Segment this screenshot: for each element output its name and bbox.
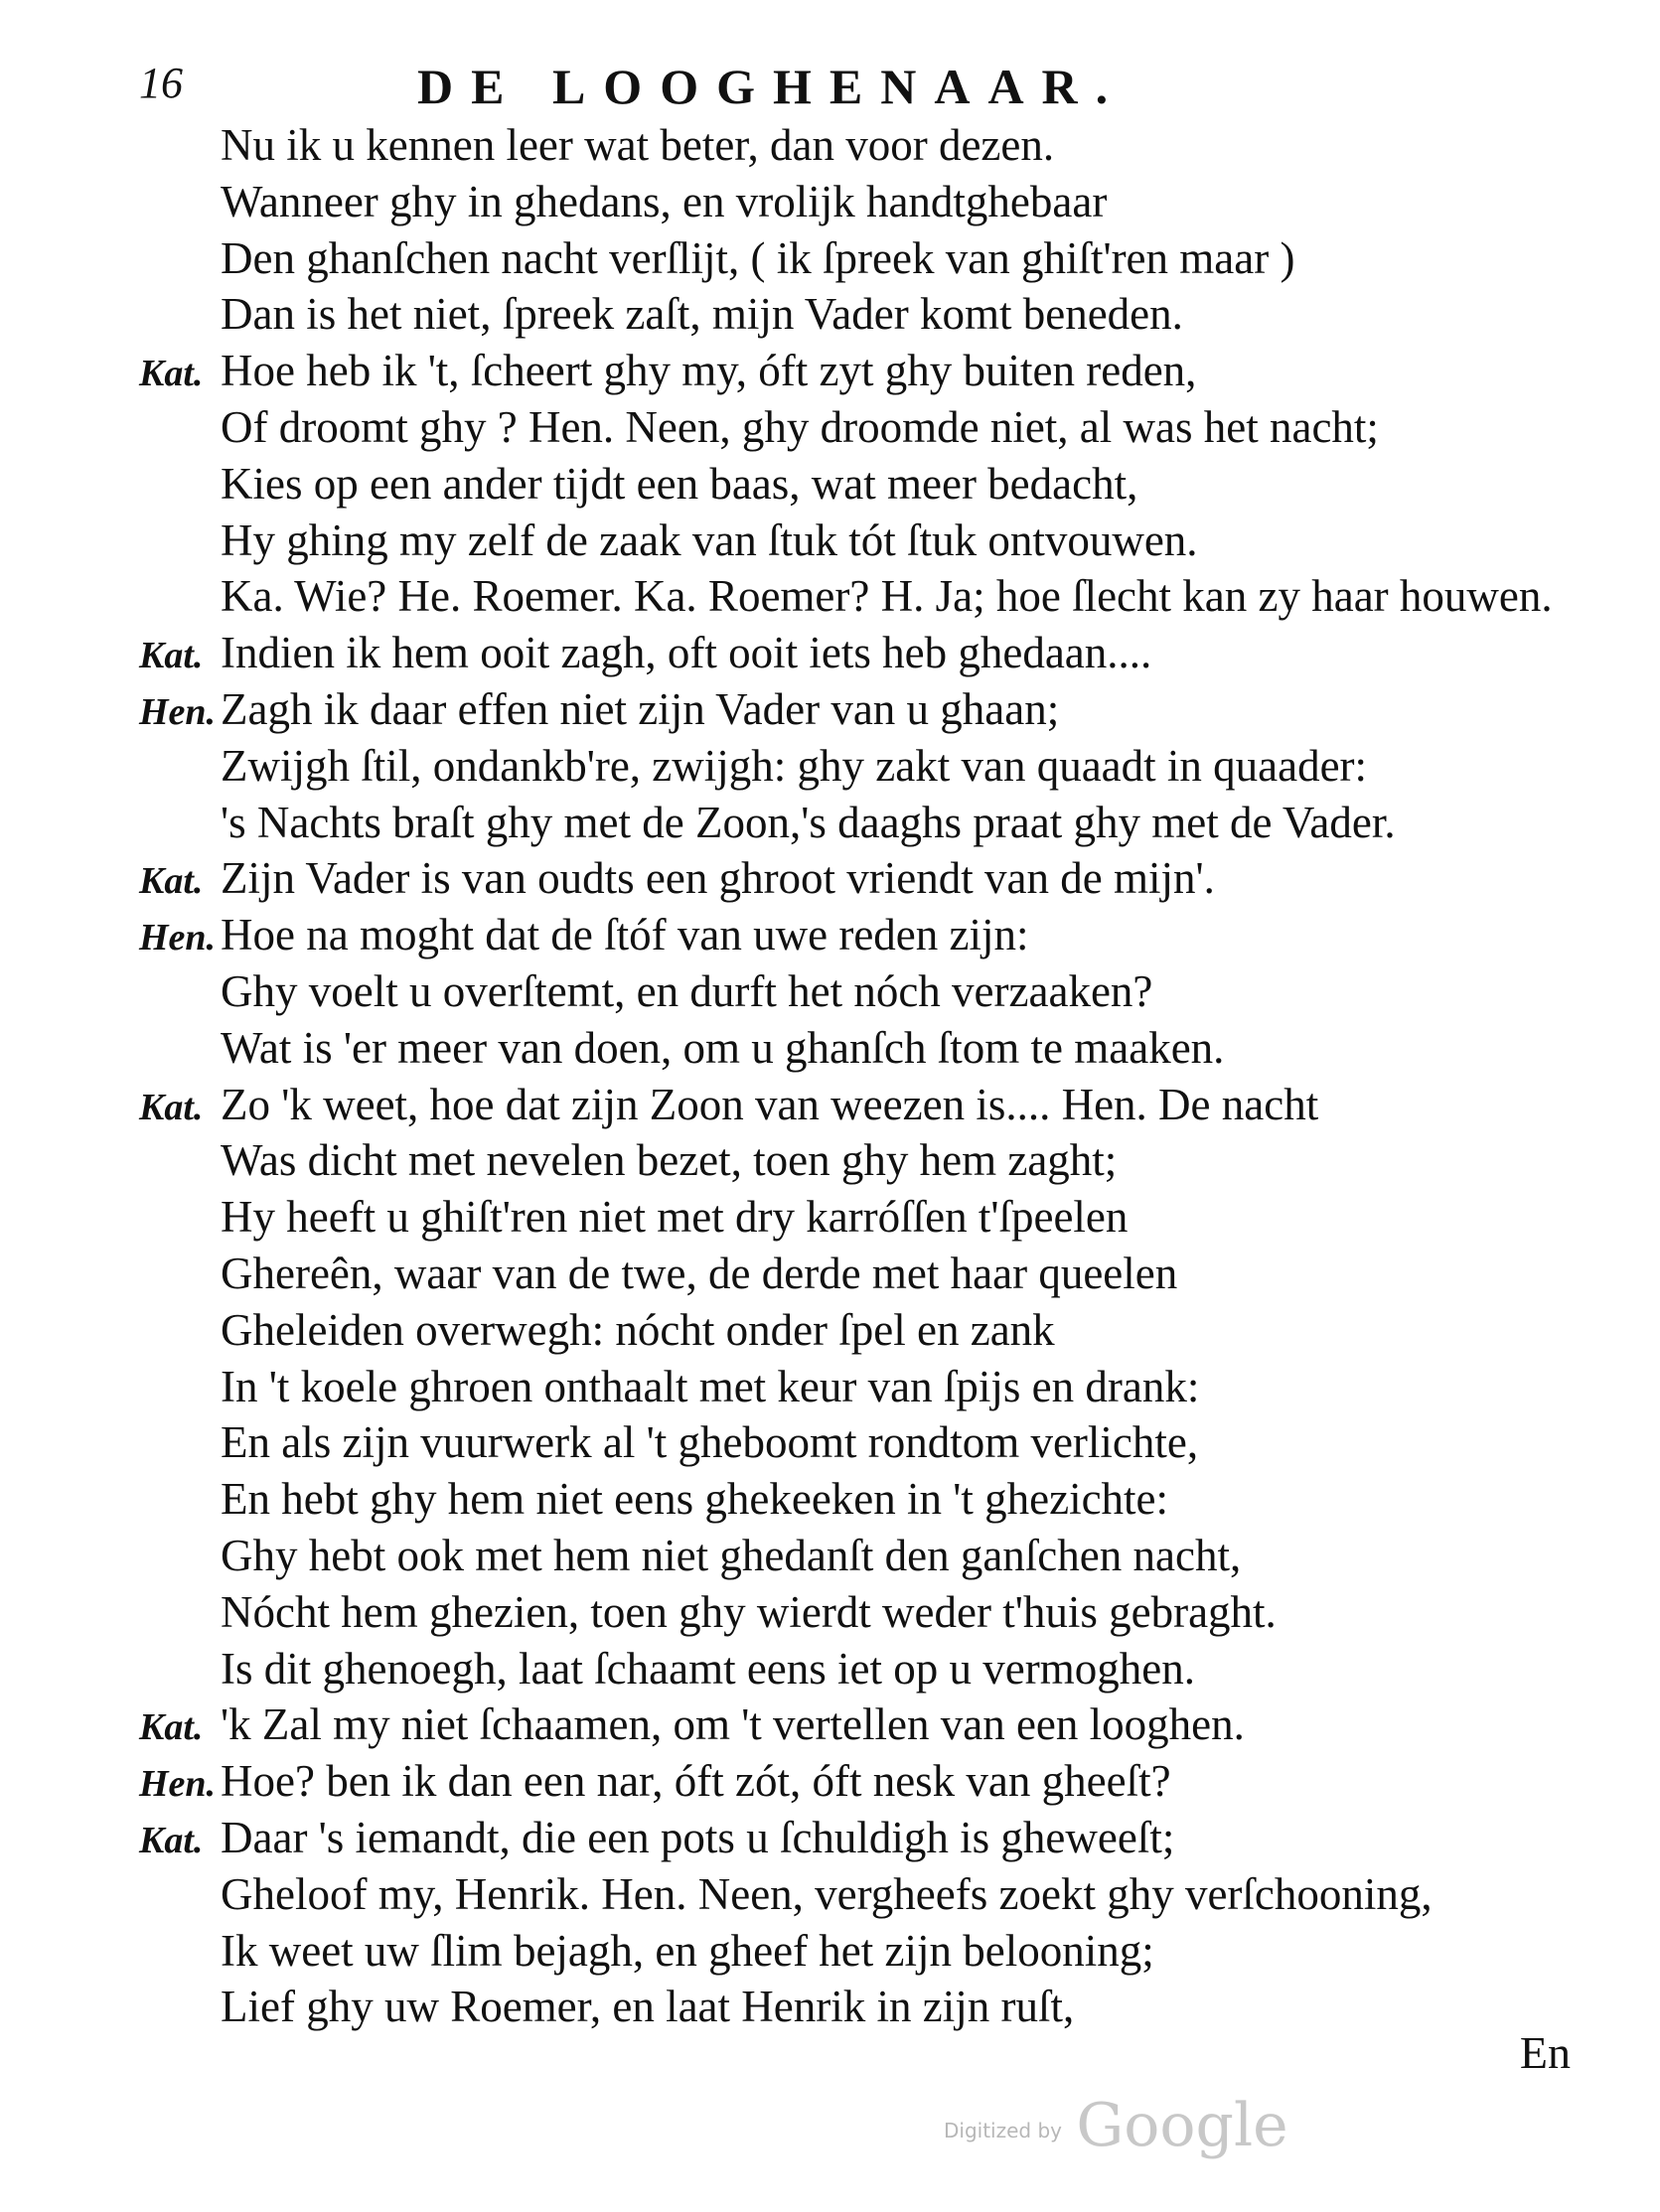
line-text: Of droomt ghy ? Hen. Neen, ghy droomde niet, al was het nacht; <box>221 401 1379 452</box>
speaker-label: Kat. <box>139 1086 204 1128</box>
speaker-label: Kat. <box>139 635 204 677</box>
line-text: Zo 'k weet, hoe dat zijn Zoon van weezen is.... Hen. De nacht <box>221 1079 1319 1129</box>
speaker-label: Kat. <box>139 860 204 903</box>
digitized-watermark <box>944 2091 1288 2160</box>
verse-line <box>139 513 1589 569</box>
line-text: Lief ghy uw Roemer, en laat Henrik in zijn ruſt, <box>221 1982 1075 2032</box>
verse-line <box>139 963 1589 1020</box>
verse-line <box>139 1866 1589 1923</box>
verse-line <box>139 1641 1589 1697</box>
line-text: Dan is het niet, ſpreek zaſt, mijn Vader komt beneden. <box>221 289 1183 340</box>
verse-line <box>139 907 1589 963</box>
verse-line <box>139 117 1589 174</box>
verse-line <box>139 1696 1589 1753</box>
line-text: Ghy hebt ook met hem niet ghedanſt den ganſchen nacht, <box>221 1530 1242 1580</box>
verse-line <box>139 568 1589 625</box>
verse-line <box>139 1132 1589 1189</box>
line-text: Zwijgh ſtil, ondankb're, zwijgh: ghy zakt van quaadt in quaader: <box>221 740 1368 791</box>
line-text: Nu ik u kennen leer wat beter, dan voor dezen. <box>221 120 1055 170</box>
line-text: Is dit ghenoegh, laat ſchaamt eens iet op u vermoghen. <box>221 1643 1195 1694</box>
line-text: Ka. Wie? He. Roemer. Ka. Roemer? H. Ja; hoe ſlecht kan zy haar houwen. <box>221 571 1553 622</box>
verse-line <box>139 1528 1589 1584</box>
line-text: Indien ik hem ooit zagh, oft ooit iets heb ghedaan.... <box>221 628 1152 678</box>
verse-line <box>139 1020 1589 1077</box>
line-text: In 't koele ghroen onthaalt met keur van ſpijs en drank: <box>221 1361 1200 1411</box>
speaker-label: Kat. <box>139 353 204 395</box>
line-text: En als zijn vuurwerk al 't gheboomt rondtom verlichte, <box>221 1417 1199 1468</box>
page-header <box>139 58 1570 117</box>
line-text: Gheloof my, Henrik. Hen. Neen, vergheefs zoekt ghy verſchooning, <box>221 1868 1433 1919</box>
verse-line <box>139 230 1589 287</box>
line-text: En hebt ghy hem niet eens ghekeeken in 't ghezichte: <box>221 1474 1169 1525</box>
line-text: Nócht hem ghezien, toen ghy wierdt weder t'huis gebraght. <box>221 1586 1277 1637</box>
line-text: 'k Zal my niet ſchaamen, om 't vertellen van een looghen. <box>221 1699 1245 1750</box>
line-text: Den ghanſchen nacht verſlijt, ( ik ſpreek van ghiſt'ren maar ) <box>221 232 1295 283</box>
verse-line <box>139 174 1589 230</box>
verse-line <box>139 399 1589 456</box>
verse-line <box>139 1979 1589 2035</box>
verse-line <box>139 1810 1589 1866</box>
verse-line <box>139 456 1589 513</box>
speaker-label: Hen. <box>139 690 217 733</box>
verse-line <box>139 625 1589 681</box>
verse-line <box>139 1246 1589 1302</box>
verse-line <box>139 286 1589 343</box>
verse-line <box>139 1077 1589 1133</box>
line-text: Ghereên, waar van de twe, de derde met haar queelen <box>221 1248 1178 1298</box>
verse-line <box>139 681 1589 738</box>
speaker-label: Hen. <box>139 1763 217 1806</box>
page-number: 16 <box>139 59 183 107</box>
verse-line <box>139 1471 1589 1528</box>
line-text: Hy ghing my zelf de zaak van ſtuk tót ſtuk ontvouwen. <box>221 515 1198 565</box>
verse-line <box>139 1923 1589 1980</box>
line-text: Zijn Vader is van oudts een ghroot vriendt van de mijn'. <box>221 853 1215 904</box>
speaker-label: Kat. <box>139 1819 204 1861</box>
line-text: Hoe na moght dat de ſtóf van uwe reden zijn: <box>221 910 1029 960</box>
line-text: Hoe heb ik 't, ſcheert ghy my, óft zyt ghy buiten reden, <box>221 346 1197 396</box>
line-text: Hoe? ben ik dan een nar, óft zót, óft nesk van gheeſt? <box>221 1756 1171 1807</box>
line-text: Was dicht met nevelen bezet, toen ghy hem zaght; <box>221 1135 1118 1186</box>
verse-line <box>139 1584 1589 1641</box>
verse-line <box>139 1753 1589 1810</box>
line-text: Wat is 'er meer van doen, om u ghanſch ſtom te maaken. <box>221 1022 1225 1073</box>
catchword: En <box>1519 2027 1571 2078</box>
verse-line <box>139 1189 1589 1246</box>
line-text: Zagh ik daar effen niet zijn Vader van u ghaan; <box>221 683 1060 734</box>
line-text: Hy heeft u ghiſt'ren niet met dry karróſſen t'ſpeelen <box>221 1192 1129 1243</box>
line-text: Ghy voelt u overſtemt, en durft het nóch verzaaken? <box>221 965 1153 1016</box>
verse-line <box>139 795 1589 851</box>
line-text: Ik weet uw ſlim bejagh, en gheef het zijn belooning; <box>221 1925 1154 1976</box>
verse-line <box>139 738 1589 795</box>
watermark-prefix: Digitized by <box>944 2119 1062 2142</box>
verse-line <box>139 343 1589 399</box>
verse-line <box>139 1302 1589 1359</box>
watermark-brand: Google <box>1076 2091 1288 2160</box>
line-text: Kies op een ander tijdt een baas, wat meer bedacht, <box>221 458 1138 509</box>
verse-lines <box>139 117 1589 2035</box>
speaker-label: Hen. <box>139 917 217 959</box>
verse-line <box>139 1414 1589 1471</box>
line-text: 's Nachts braſt ghy met de Zoon,'s daaghs praat ghy met de Vader. <box>221 797 1396 847</box>
speaker-label: Kat. <box>139 1706 204 1749</box>
verse-line <box>139 1359 1589 1415</box>
line-text: Daar 's iemandt, die een pots u ſchuldigh is gheweeſt; <box>221 1812 1175 1862</box>
line-text: Wanneer ghy in ghedans, en vrolijk handtghebaar <box>221 176 1108 226</box>
verse-line <box>139 850 1589 907</box>
running-title: DE LOOGHENAAR. <box>417 59 1127 114</box>
line-text: Gheleiden overwegh: nócht onder ſpel en zank <box>221 1304 1055 1355</box>
